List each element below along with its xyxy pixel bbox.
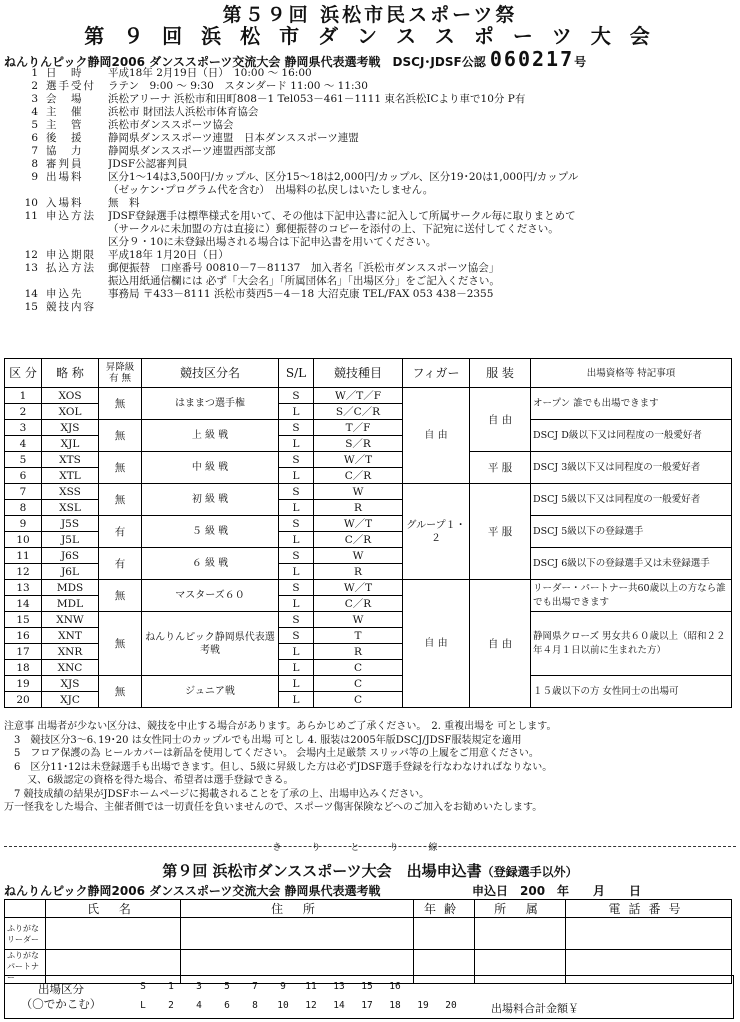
qualification-note: リーダー・パートナー共60歳以上の方なら誰でも出場できます	[531, 580, 732, 612]
info-value: 振込用紙通信欄には 必ず「大会名」「所属団体名」「出場区分」をご記入ください。	[108, 275, 500, 287]
info-row	[4, 288, 736, 301]
category-name: ６ 級 戦	[142, 548, 279, 580]
leader-affiliation-field[interactable]	[475, 918, 566, 950]
category-option[interactable]: 6	[224, 1000, 230, 1011]
category-option[interactable]: 4	[196, 1000, 202, 1011]
info-value: 浜松市 財団法人浜松市体育協会	[108, 106, 259, 118]
category-option[interactable]: 2	[168, 1000, 174, 1011]
style-sl: S	[279, 516, 314, 532]
entry-category-label	[11, 982, 111, 1012]
promotion-flag: 無	[99, 580, 142, 612]
category-abbrev: XOL	[42, 404, 99, 420]
category-number: 9	[5, 516, 42, 532]
info-row	[4, 223, 736, 236]
dance-events: W	[314, 484, 403, 500]
note-line: 注意事 出場者が少ない区分は、競技を中止する場合があります。あらかじめご了承ください。 2. 重複出場を 可とします。	[4, 721, 557, 732]
category-abbrev: XNC	[42, 660, 99, 676]
info-label: 申込先	[46, 288, 84, 300]
form-col-name: 氏 名	[46, 900, 181, 918]
category-number: 13	[5, 580, 42, 596]
info-row	[4, 158, 736, 171]
info-number: 8	[31, 158, 38, 170]
form-subtitle	[4, 882, 736, 899]
competition-title: 第 ９ 回 浜 松 市 ダ ン ス ス ポ ー ツ 大 会	[84, 24, 656, 48]
info-value: 静岡県ダンススポーツ連盟西部支部	[108, 145, 276, 157]
dress-code: 自 由	[470, 580, 531, 708]
info-label: 払込方法	[46, 262, 96, 274]
category-option[interactable]: 14	[333, 1000, 345, 1011]
category-option[interactable]: 8	[252, 1000, 258, 1011]
info-row	[4, 132, 736, 145]
form-col-address: 住 所	[181, 900, 414, 918]
note-line: 7 競技成績の結果がJDSFホームページに掲載されることを了承の上、出場申込みください。	[4, 788, 430, 800]
style-sl: L	[279, 676, 314, 692]
category-number: 10	[5, 532, 42, 548]
category-abbrev: XOS	[42, 388, 99, 404]
info-value: （サークルに未加盟の方は直接に）郵便振替のコピーを添付の上、下記宛に送付してください。	[108, 223, 559, 235]
category-name: 初 級 戦	[142, 484, 279, 516]
note-line: 3 競技区分3～6､19･20 は女性同士のカップルでも出場 可とし 4. 服装は2005年版DSCJ/JDSF服装規定を適用	[4, 734, 522, 746]
category-number: 15	[5, 612, 42, 628]
category-abbrev: XNW	[42, 612, 99, 628]
leader-phone-field[interactable]	[566, 918, 732, 950]
qualification-note: DSCJ 5級以下又は同程度の一般愛好者	[531, 484, 732, 516]
info-number: 13	[24, 262, 38, 274]
dance-events: T	[314, 628, 403, 644]
category-option[interactable]: 12	[305, 1000, 317, 1011]
category-number: 6	[5, 468, 42, 484]
leader-address-field[interactable]	[181, 918, 414, 950]
category-option[interactable]: 1	[168, 981, 174, 992]
promotion-flag: 無	[99, 676, 142, 708]
table-row	[5, 548, 732, 564]
info-number: 5	[31, 119, 38, 131]
table-row	[5, 484, 732, 500]
form-corner	[5, 900, 46, 918]
style-sl: L	[279, 644, 314, 660]
info-value: JDSF登録選手は標準様式を用いて、その他は下記申込書に記入して所属サークル毎に取りまとめて	[108, 210, 576, 222]
dance-events: W	[314, 612, 403, 628]
category-number: 4	[5, 436, 42, 452]
note-line: 又、6級認定の資格を得た場合、希望者は選手登録できる。	[4, 775, 294, 786]
note-line: 6 区分11･12は未登録選手も出場できます。但し、5級に昇級した方は必ずJDSF選手登録を行なわなければなりない。	[4, 761, 553, 773]
dance-events: S／C／R	[314, 404, 403, 420]
dance-events: W／T	[314, 580, 403, 596]
style-sl: S	[279, 580, 314, 596]
category-number: 14	[5, 596, 42, 612]
info-row	[4, 262, 736, 275]
info-row	[4, 249, 736, 262]
category-abbrev: XTS	[42, 452, 99, 468]
info-number: 12	[24, 249, 38, 261]
category-number: 1	[5, 388, 42, 404]
style-sl: L	[279, 500, 314, 516]
category-abbrev: XNT	[42, 628, 99, 644]
form-col-phone: 電話番号	[566, 900, 732, 918]
category-abbrev: J5L	[42, 532, 99, 548]
info-label: 審判員	[46, 158, 84, 170]
col-promotion: 昇降級 有 無	[99, 359, 142, 388]
style-sl: L	[279, 596, 314, 612]
col-qualification: 出場資格等 特記事項	[531, 359, 732, 388]
info-label: 主 管	[46, 119, 84, 131]
category-number: 2	[5, 404, 42, 420]
info-row	[4, 210, 736, 223]
qualification-note: オープン 誰でも出場できます	[531, 388, 732, 420]
info-row	[4, 67, 736, 80]
col-sl: S/L	[279, 359, 314, 388]
info-row	[4, 145, 736, 158]
category-abbrev: J6S	[42, 548, 99, 564]
subtitle-text: ねんりんピック静岡2006 ダンススポーツ交流大会 静岡県代表選考戦 DSCJ･JDSF公認	[4, 55, 486, 69]
info-value: 浜松市ダンススポーツ協会	[108, 119, 234, 131]
figure-rule: 自 由	[403, 388, 470, 484]
dance-events: W	[314, 548, 403, 564]
info-label: 会 場	[46, 93, 84, 105]
qualification-note: DSCJ 5級以下の登録選手	[531, 516, 732, 548]
dance-events: W／T	[314, 452, 403, 468]
style-sl: L	[279, 468, 314, 484]
category-option[interactable]: 19	[417, 1000, 429, 1011]
category-number: 18	[5, 660, 42, 676]
info-value: 平成18年 2月19日（日） 10:00 ～ 16:00	[108, 67, 312, 79]
promotion-flag: 有	[99, 516, 142, 548]
dress-code: 平 服	[470, 452, 531, 484]
category-option[interactable]: 10	[277, 1000, 289, 1011]
style-sl: S	[279, 484, 314, 500]
entry-category-title: 出場区分	[38, 982, 84, 996]
application-form-table	[4, 899, 732, 984]
promotion-flag: 無	[99, 420, 142, 452]
category-option[interactable]: 20	[445, 1000, 457, 1011]
info-number: 14	[24, 288, 38, 300]
qualification-note: DSCJ D級以下又は同程度の一般愛好者	[531, 420, 732, 452]
category-option[interactable]: 11	[305, 981, 317, 992]
entry-category-box	[4, 975, 734, 1019]
table-row	[5, 612, 732, 628]
category-number: 11	[5, 548, 42, 564]
style-sl: L	[279, 436, 314, 452]
col-figure: フィガー	[403, 359, 470, 388]
category-number: 20	[5, 692, 42, 708]
info-value: 浜松アリーナ 浜松市和田町808－1 Tel053－461－1111 東名浜松ICより車で10分 P有	[108, 93, 526, 105]
dance-events: R	[314, 500, 403, 516]
info-value: 事務局 〒433－8111 浜松市葵西5－4－18 大沼克康 TEL/FAX 053 438－2355	[108, 288, 494, 300]
info-row	[4, 275, 736, 288]
category-name: はままつ選手権	[142, 388, 279, 420]
style-sl: L	[279, 404, 314, 420]
category-option[interactable]: 17	[361, 1000, 373, 1011]
info-label: 選手受付	[46, 80, 96, 92]
dance-events: C	[314, 660, 403, 676]
form-title-text: 第９回 浜松市ダンススポーツ大会 出場申込書	[162, 862, 482, 880]
event-title: 第５９回 浜松市民スポーツ祭	[222, 4, 518, 26]
promotion-flag: 有	[99, 548, 142, 580]
qualification-note: DSCJ 6級以下の登録選手又は未登録選手	[531, 548, 732, 580]
info-number: 15	[24, 301, 38, 313]
category-option[interactable]: 5	[224, 981, 230, 992]
info-number: 3	[31, 93, 38, 105]
info-number: 6	[31, 132, 38, 144]
info-value: 区分1～14は3,500円/カップル、区分15～18は2,000円/カップル、区分19･20は1,000円/カップル	[108, 171, 579, 183]
col-dress: 服 装	[470, 359, 531, 388]
info-value: （ゼッケン･プログラム代を含む） 出場料の払戻しはいたしません。	[108, 184, 434, 196]
category-abbrev: MDL	[42, 596, 99, 612]
category-number: 12	[5, 564, 42, 580]
info-label: 出場料	[46, 171, 84, 183]
category-number: 19	[5, 676, 42, 692]
latin-category-numbers	[129, 1000, 465, 1011]
promotion-flag: 無	[99, 612, 142, 676]
style-sl: L	[279, 692, 314, 708]
standard-category-numbers	[129, 981, 409, 992]
style-sl: S	[279, 420, 314, 436]
leader-name-field[interactable]	[46, 918, 181, 950]
dress-code: 平 服	[470, 484, 531, 580]
col-kubun: 区 分	[5, 359, 42, 388]
info-value: 静岡県ダンススポーツ連盟 日本ダンススポーツ連盟	[108, 132, 359, 144]
category-option[interactable]: 15	[361, 981, 373, 992]
category-option[interactable]: 7	[252, 981, 258, 992]
number-suffix: 号	[574, 55, 587, 69]
category-name: ５ 級 戦	[142, 516, 279, 548]
info-label: 日 時	[46, 67, 84, 79]
dance-events: R	[314, 644, 403, 660]
category-abbrev: XSL	[42, 500, 99, 516]
qualification-note: 静岡県クローズ 男女共６０歳以上（昭和２２年４月１日以前に生まれた方）	[531, 612, 732, 676]
dance-events: T／F	[314, 420, 403, 436]
category-option[interactable]: 16	[389, 981, 401, 992]
promotion-flag: 無	[99, 452, 142, 484]
category-number: 16	[5, 628, 42, 644]
info-value	[108, 301, 736, 314]
category-number: 3	[5, 420, 42, 436]
info-value: 無 料	[108, 197, 140, 209]
category-name: 上 級 戦	[142, 420, 279, 452]
info-value: 郵便振替 口座番号 00810－7－81137 加入者名「浜松市ダンススポーツ協会」	[108, 262, 500, 274]
notes-list	[4, 720, 736, 815]
table-row	[5, 516, 732, 532]
category-name: ねんりんピック静岡県代表選考戦	[142, 612, 279, 676]
dance-events: S／R	[314, 436, 403, 452]
info-row	[4, 184, 736, 197]
dance-events: R	[314, 564, 403, 580]
info-row	[4, 197, 736, 210]
table-row	[5, 452, 732, 468]
style-sl: S	[279, 612, 314, 628]
category-abbrev: XJS	[42, 420, 99, 436]
figure-rule: グループ１・２	[403, 484, 470, 580]
form-col-affiliation: 所 属	[475, 900, 566, 918]
category-option[interactable]: 13	[333, 981, 345, 992]
total-fee-label: 出場料合計金額￥	[491, 1002, 579, 1015]
info-label: 申込方法	[46, 210, 96, 222]
qualification-note: DSCJ 3級以下又は同程度の一般愛好者	[531, 452, 732, 484]
category-abbrev: XTL	[42, 468, 99, 484]
figure-rule: 自 由	[403, 580, 470, 708]
info-number: 11	[24, 210, 38, 222]
category-number: 5	[5, 452, 42, 468]
form-title	[0, 860, 740, 881]
category-option[interactable]: 3	[196, 981, 202, 992]
dance-events: C／R	[314, 468, 403, 484]
category-abbrev: XJS	[42, 676, 99, 692]
info-value: JDSF公認審判員	[108, 158, 188, 170]
style-label: S	[140, 981, 146, 992]
info-value: ラテン 9:00 ～ 9:30 スタンダード 11:00 ～ 11:30	[108, 80, 368, 92]
category-abbrev: XSS	[42, 484, 99, 500]
dance-events: W／T／F	[314, 388, 403, 404]
info-number: 10	[24, 197, 38, 209]
style-label: L	[140, 1000, 146, 1011]
leader-age-field[interactable]	[414, 918, 475, 950]
style-sl: S	[279, 452, 314, 468]
note-line: 5 フロア保護の為 ヒールカバーは新品を使用してください。 会場内土足厳禁 スリッパ等の上履をご用意ください。	[4, 748, 539, 759]
info-label: 後 援	[46, 132, 84, 144]
partner-label: ふりがな パートナー	[5, 950, 46, 984]
info-row	[4, 93, 736, 106]
dance-events: C／R	[314, 596, 403, 612]
category-number: 17	[5, 644, 42, 660]
category-abbrev: XNR	[42, 644, 99, 660]
info-label: 申込期限	[46, 249, 96, 261]
info-value: 区分９・10に未登録出場される場合は下記申込書を用いてください。	[108, 236, 437, 248]
form-col-age: 年齢	[414, 900, 475, 918]
entry-category-note: （〇でかこむ）	[20, 997, 102, 1011]
table-row	[5, 388, 732, 404]
style-sl: S	[279, 548, 314, 564]
info-row	[4, 80, 736, 93]
category-abbrev: XJL	[42, 436, 99, 452]
category-name: 中 級 戦	[142, 452, 279, 484]
category-number: 8	[5, 500, 42, 516]
dress-code: 自 由	[470, 388, 531, 452]
style-sl: L	[279, 660, 314, 676]
col-events: 競技種目	[314, 359, 403, 388]
category-name: ジュニア戦	[142, 676, 279, 708]
style-sl: S	[279, 388, 314, 404]
competition-table	[4, 358, 732, 708]
col-category: 競技区分名	[142, 359, 279, 388]
style-sl: L	[279, 564, 314, 580]
table-row	[5, 676, 732, 692]
info-number: 4	[31, 106, 38, 118]
info-number: 7	[31, 145, 38, 157]
info-number: 1	[31, 67, 38, 79]
dance-events: C／R	[314, 532, 403, 548]
info-row	[4, 236, 736, 249]
info-label: 協 力	[46, 145, 84, 157]
category-abbrev: J5S	[42, 516, 99, 532]
certification-number: 060217	[489, 47, 575, 71]
promotion-flag: 無	[99, 484, 142, 516]
category-option[interactable]: 18	[389, 1000, 401, 1011]
category-option[interactable]: 9	[280, 981, 286, 992]
style-sl: L	[279, 532, 314, 548]
info-row	[4, 171, 736, 184]
style-sl: S	[279, 628, 314, 644]
note-line: 万一怪我をした場合、主催者側では一切責任を負いませんので、スポーツ傷害保険などへのご加入をお勧めいたします。	[4, 802, 543, 813]
category-abbrev: J6L	[42, 564, 99, 580]
event-info-list	[4, 67, 736, 314]
dance-events: W／T	[314, 516, 403, 532]
table-row	[5, 580, 732, 596]
form-subtitle-text: ねんりんピック静岡2006 ダンススポーツ交流大会 静岡県代表選考戦	[4, 884, 381, 898]
info-row	[4, 119, 736, 132]
category-abbrev: MDS	[42, 580, 99, 596]
form-title-sub: （登録選手以外）	[481, 865, 578, 879]
leader-label: ふりがな リーダー	[5, 918, 46, 950]
info-label: 主 催	[46, 106, 84, 118]
category-number: 7	[5, 484, 42, 500]
application-date: 申込日 200 年 月 日	[472, 884, 642, 898]
info-row	[4, 301, 736, 314]
col-abbrev: 略 称	[42, 359, 99, 388]
promotion-flag: 無	[99, 388, 142, 420]
qualification-note: １５歳以下の方 女性同士の出場可	[531, 676, 732, 708]
info-number: 2	[31, 80, 38, 92]
info-value: 平成18年 1月20日（日）	[108, 249, 229, 261]
cut-line-label: きりとり線	[272, 843, 468, 853]
info-number: 9	[31, 171, 38, 183]
info-label: 競技内容	[46, 301, 96, 313]
dance-events: C	[314, 676, 403, 692]
form-row-leader	[5, 918, 732, 950]
info-label: 入場料	[46, 197, 84, 209]
dance-events: C	[314, 692, 403, 708]
category-abbrev: XJC	[42, 692, 99, 708]
category-name: マスターズ６０	[142, 580, 279, 612]
info-row	[4, 106, 736, 119]
table-row	[5, 420, 732, 436]
